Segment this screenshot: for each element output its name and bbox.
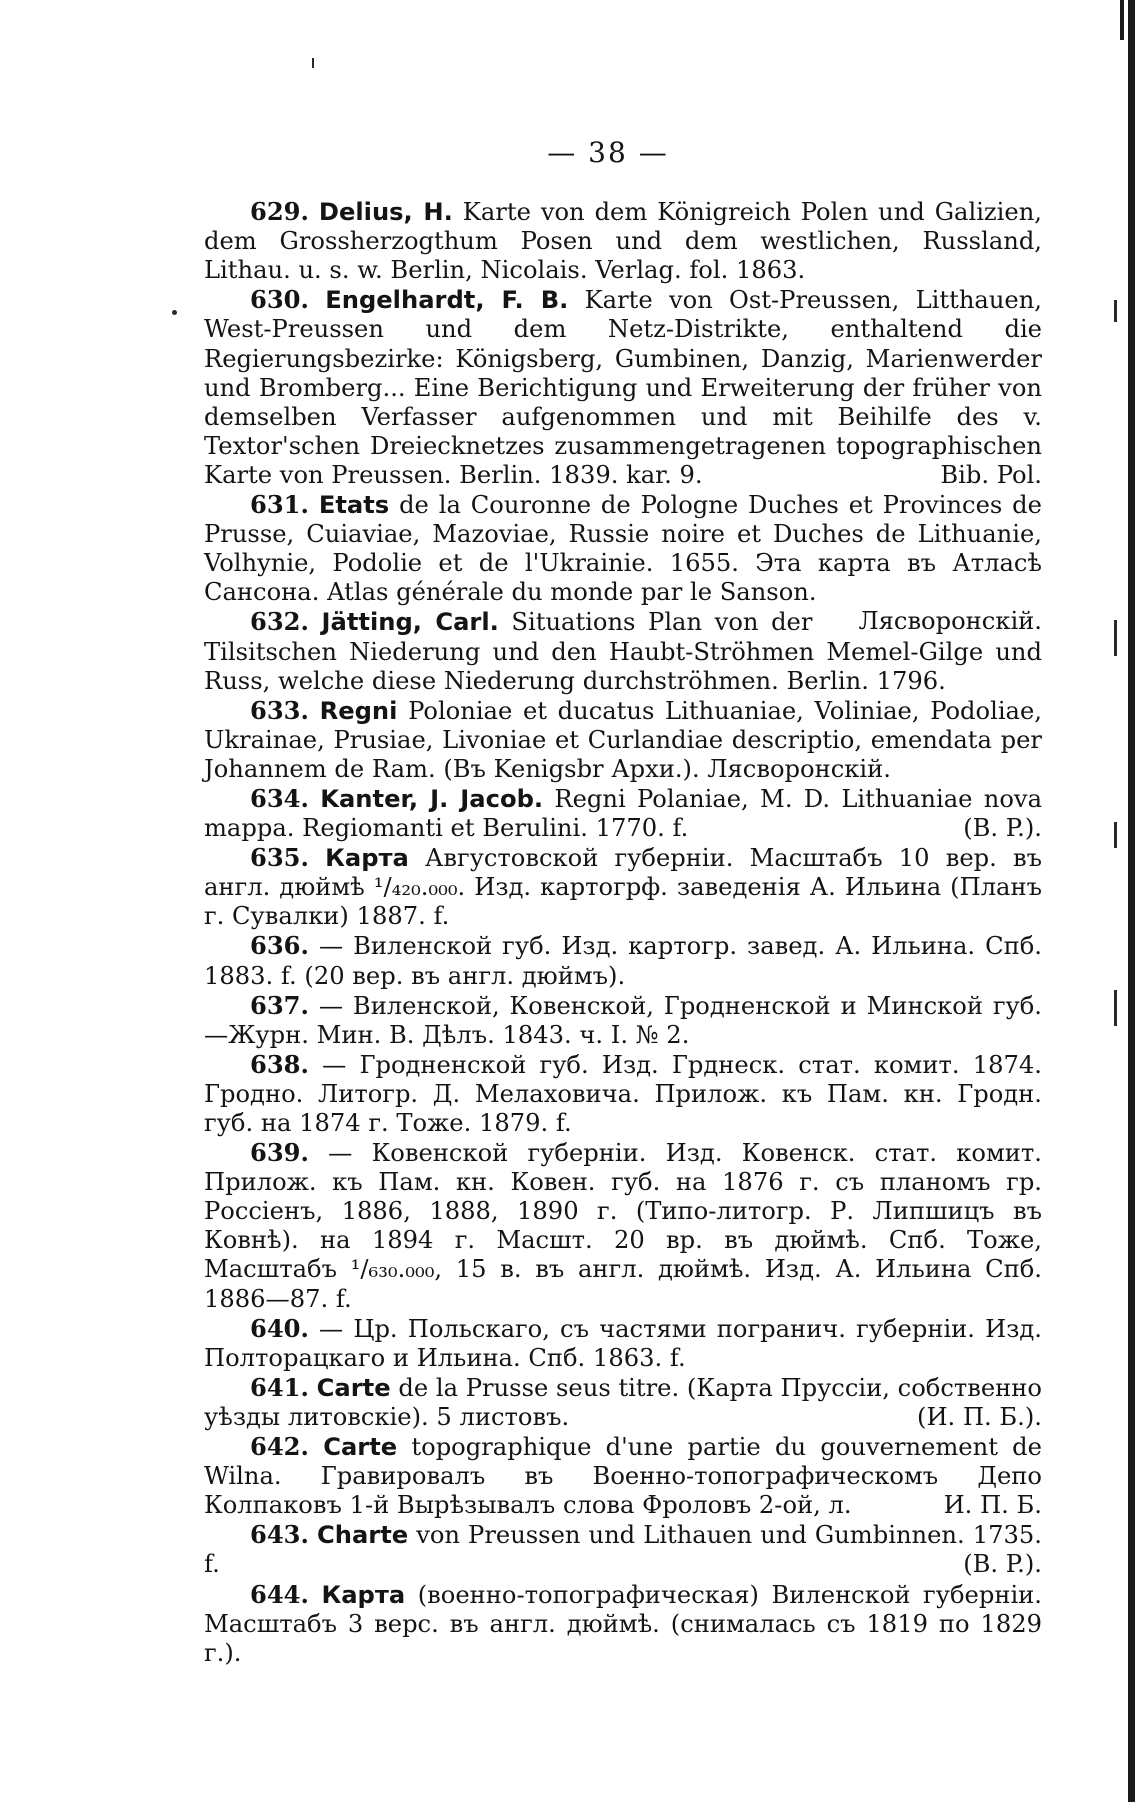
entry-heading: Etats [318, 491, 390, 520]
entry [204, 1138, 1042, 1314]
entry-text: Situations Plan von der Tilsitschen Niederung und den Haubt-Ströhmen Memel-Gilge und Russ, welche diese Niederung durchströhmen. Berlin. 1796. [204, 608, 1042, 695]
entry-number: 629. [250, 197, 309, 227]
entry-heading: Карта [321, 1580, 406, 1609]
entry-source: Bib. Pol. [940, 460, 1042, 489]
scan-speck [172, 310, 177, 315]
entry-text: von Preussen und Lithauen und Gumbinnen. 1735. f. [204, 1521, 1042, 1579]
entry-heading: Carte [316, 1373, 391, 1402]
entry-heading: Charte [316, 1521, 409, 1550]
scan-speck [312, 58, 314, 68]
entry-text: de la Prusse seus titre. (Карта Пруссіи, собственно уѣзды литовскіе). 5 листовъ. [204, 1373, 1042, 1431]
entry-heading: Jätting, Carl. [321, 608, 499, 637]
entry-text: — Виленской, Ковенской, Гродненской и Минской губ. —Журн. Мин. В. Дѣлъ. 1843. ч. I. № 2. [204, 991, 1042, 1049]
entry-number: 641. [250, 1372, 309, 1402]
entry-text: (военно-топографическая) Виленской губерніи. Масштабъ 3 верс. въ англ. дюймѣ. (снималась съ 1819 по 1829 г.). [204, 1580, 1042, 1667]
scan-speck [1114, 620, 1117, 656]
entry [204, 931, 1042, 990]
entry-text: — Ковенской губерніи. Изд. Ковенск. стат. комит. Прилож. къ Пам. кн. Ковен. губ. на 1876 г. съ планомъ гр. Россіенъ, 1886, 1888, 1890 г. (Типо-литогр. Р. Липшицъ въ Ковнѣ). на 1894 г. Масшт. 20 вр. въ дюймѣ. Спб. Тоже, Масштабъ ¹/₆₃₀.₀₀₀, 15 в. въ англ. дюймѣ. Изд. А. Ильина Спб. 1886—87. f. [204, 1139, 1042, 1313]
entry-source: Лясворонскій. [858, 607, 1042, 636]
entry [204, 696, 1042, 784]
entry-number: 637. [250, 990, 309, 1020]
entry [204, 1373, 1042, 1432]
entry [204, 1314, 1042, 1373]
entry-number: 638. [250, 1049, 309, 1079]
entry [204, 1520, 1042, 1579]
entry-heading: Regni [319, 696, 398, 725]
entry-heading: Engelhardt, F. B. [325, 286, 569, 315]
entry [204, 285, 1042, 490]
scan-speck [1114, 990, 1117, 1026]
scan-edge-rule [1128, 0, 1135, 1802]
entry-heading: Kanter, J. Jacob. [320, 784, 544, 813]
entry [204, 1432, 1042, 1520]
entry-number: 631. [250, 490, 309, 520]
entry-text: de la Couronne de Pologne Duches et Provinces de Prusse, Cuiaviae, Mazoviae, Russie noire et Duches de Lithuanie, Volhynie, Podolie et de l'Ukrainie. 1655. Эта карта въ Атласѣ Сансона. Atlas générale du monde par le Sanson. [204, 491, 1042, 607]
entry-number: 644. [250, 1579, 309, 1609]
entry-number: 639. [250, 1138, 309, 1168]
scan-edge-mark [1120, 0, 1124, 40]
entry-source: (И. П. Б.). [917, 1402, 1042, 1431]
entry-source: И. П. Б. [943, 1491, 1042, 1520]
entry-number: 635. [250, 843, 309, 873]
entry-number: 634. [250, 783, 309, 813]
entry-number: 640. [250, 1313, 309, 1343]
entry-text: — Виленской губ. Изд. картогр. завед. А. Ильина. Спб. 1883. f. (20 вер. въ англ. дюймъ). [204, 932, 1042, 990]
entry-heading: Delius, H. [318, 198, 453, 227]
entry [204, 197, 1042, 285]
entry-text: — Гродненской губ. Изд. Грднеск. стат. комит. 1874. Гродно. Литогр. Д. Мелаховича. Прилож. къ Пам. кн. Гродн. губ. на 1874 г. Тоже. 1879. f. [204, 1050, 1042, 1137]
entry-text: — Цр. Польскаго, съ частями погранич. губерніи. Изд. Полторацкаго и Ильина. Спб. 1863. f. [204, 1314, 1042, 1372]
entry-source: (B. P.). [963, 814, 1042, 843]
entry-heading: Carte [323, 1433, 398, 1462]
entry-source: (B. P.). [963, 1550, 1042, 1579]
entry-text: Августовской губерніи. Масштабъ 10 вер. въ англ. дюймѣ ¹/₄₂₀.₀₀₀. Изд. картогрф. заведенія А. Ильина (Планъ г. Сувалки) 1887. f. [204, 844, 1042, 931]
scan-speck [1114, 822, 1117, 848]
entry [204, 843, 1042, 931]
entry-text: Regni Polaniae, M. D. Lithuaniae nova mappa. Regiomanti et Berulini. 1770. f. [204, 784, 1042, 843]
entry-number: 630. [250, 285, 309, 315]
entry [204, 784, 1042, 843]
page-number: — 38 — [547, 136, 669, 169]
entry-text: Karte von Ost-Preussen, Litthauen, West-Preussen und dem Netz-Distrikte, enthaltend die Regierungsbezirke: Königsberg, Gumbinen, Danzig, Marienwerder und Bromberg... Eine Berichtigung und Erweiterung der früher von demselben Verfasser aufgenommen und mit Beihilfe des v. Textor'schen Dreiecknetzes zusammengetragenen topographischen Karte von Preussen. Berlin. 1839. kar. 9. [204, 286, 1042, 489]
page-body [204, 138, 1042, 1668]
entry-number: 632. [250, 607, 309, 637]
scan-speck [1114, 300, 1117, 322]
entry-text: Karte von dem Königreich Polen und Galizien, dem Grossherzogthum Posen und dem westlichen, Russland, Lithau. u. s. w. Berlin, Nicolais. Verlag. fol. 1863. [204, 198, 1042, 285]
entry-number: 633. [250, 695, 309, 725]
entry-text: Poloniae et ducatus Lithuaniae, Voliniae, Podoliae, Ukrainae, Prusiae, Livoniae et Curlandiae descriptio, emendata per Johannem de Ram. (Въ Kenigsbr Архи.). Лясворонскій. [204, 696, 1042, 783]
entry-number: 636. [250, 931, 309, 961]
entry-heading: Карта [325, 844, 409, 873]
entry [204, 991, 1042, 1050]
entry-number: 643. [250, 1520, 309, 1550]
entry [204, 1050, 1042, 1138]
entry [204, 1580, 1042, 1668]
entry-number: 642. [250, 1432, 309, 1462]
entry-text: topographique d'une partie du gouvernement de Wilna. Гравировалъ въ Военно-топографическомъ Депо Колпаковъ 1-й Вырѣзывалъ слова Фроловъ 2-ой, л. [204, 1433, 1042, 1520]
